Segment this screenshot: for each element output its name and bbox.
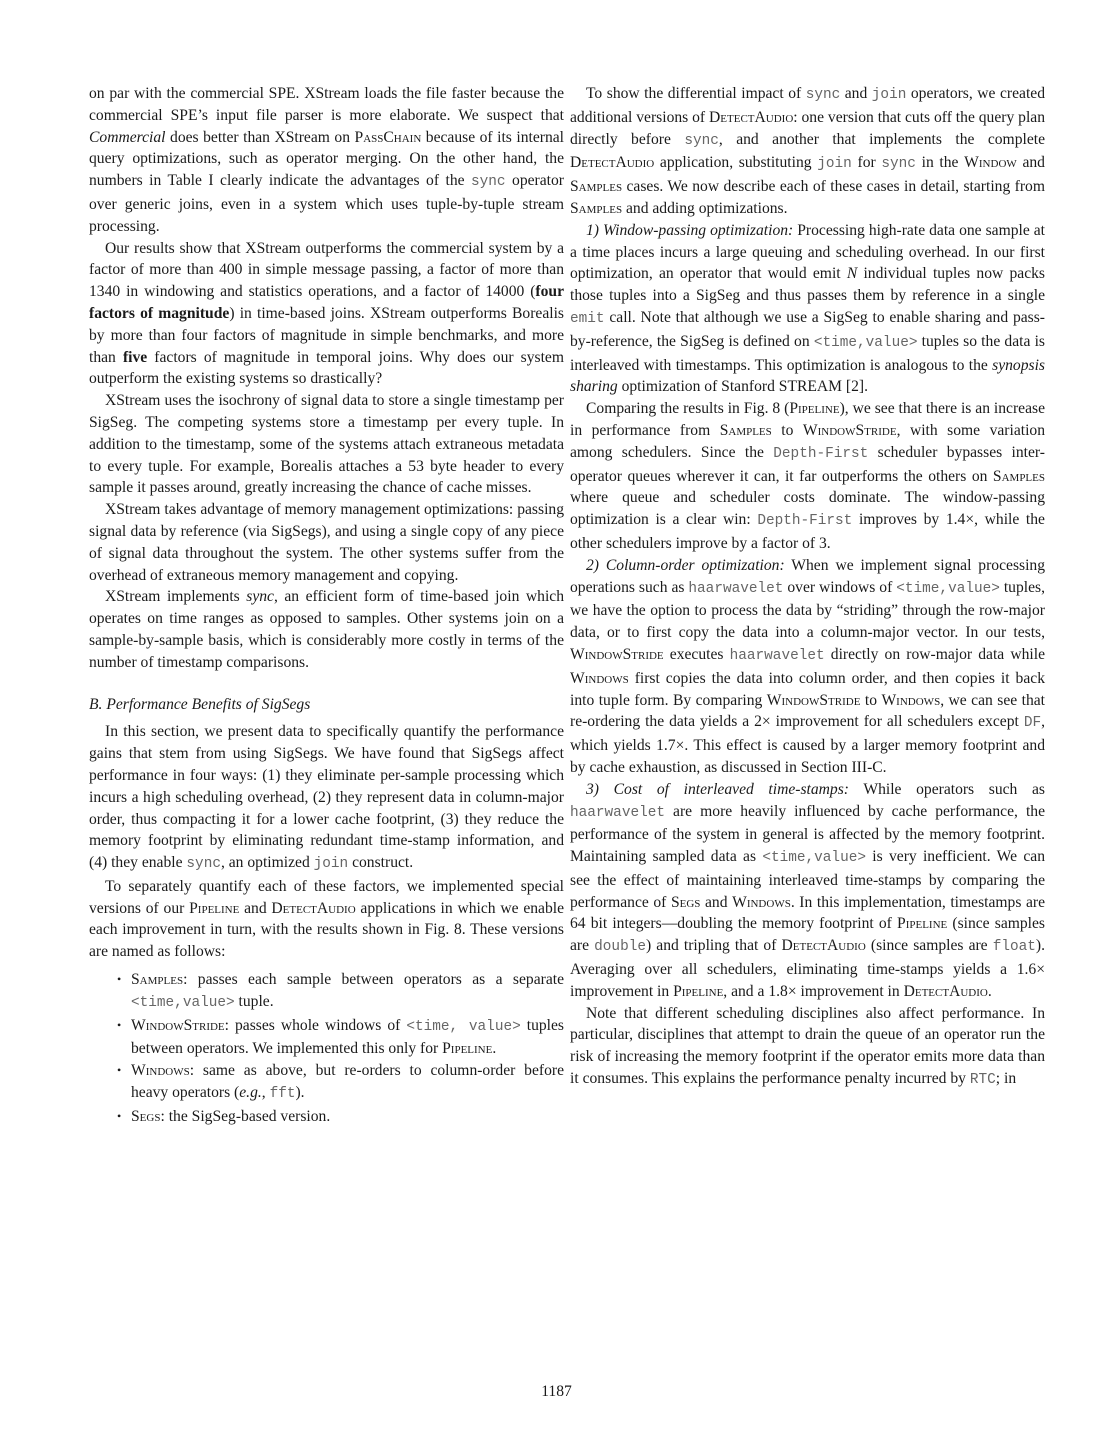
list-item: • Samples: passes each sample between operators as a separate <time,value> tuple. [121, 969, 564, 1015]
paragraph: Comparing the results in Fig. 8 (Pipeline), we see that there is an increase in performance from Samples to WindowStride, with some variation among schedulers. Since the Depth-First scheduler bypasses inter-operator queues wherever it can, it far outperforms the others on Samples where queue and scheduler costs dominate. The window-passing optimization is a clear win: Depth-First improves by 1.4×, while the other schedulers improve by a factor of 3. [570, 400, 1046, 552]
list-item: • WindowStride: passes whole windows of <time, value> tuples between operators. We implemented this only for Pipeline. [121, 1015, 564, 1061]
paragraph: XStream uses the isochrony of signal data to store a single timestamp per SigSeg. The competing systems store a timestamp per every tuple. In addition to the timestamp, some of the systems attach extraneous metadata to every tuple. For example, Borealis attaches a 53 byte header to every sample it passes around, greatly increasing the chance of cache misses. [89, 392, 564, 497]
paragraph: Note that different scheduling disciplines also affect performance. In particular, disciplines that attempt to drain the queue of an operator run the risk of increasing the memory footprint if the operator emits more data than it consumes. This explains the performance penalty incurred by RTC; in [570, 1004, 1045, 1089]
paragraph: 2) Column-order optimization: When we implement signal processing operations such as haarwavelet over windows of <time,value> tuples, we have the option to process the data by “striding” through the row-major data, or to first copy the data into a column-major vector. In our tests, WindowStride executes haarwavelet directly on row-major data while Windows first copies the data into column order, and then copies it back into tuple form. By comparing WindowStride to Windows, we can see that re-ordering the data yields a 2× improvement for all schedulers except DF, which yields 1.7×. This effect is caused by a larger memory footprint and by cache exhaustion, as discussed in Section III-C. [570, 556, 1046, 776]
paragraph: XStream implements sync, an efficient form of time-based join which operates on time ranges as opposed to samples. Other systems join on a sample-by-sample basis, which is considerably more costly in terms of the number of timestamp comparisons. [89, 588, 564, 671]
right-column [570, 83, 1045, 1092]
version-list [89, 969, 564, 1128]
paragraph: To separately quantify each of these factors, we implemented special versions of our Pipeline and DetectAudio applications in which we enable each improvement in turn, with the results shown in Fig. 8. These versions are named as follows: [89, 877, 565, 961]
paragraph: Our results show that XStream outperforms the commercial system by a factor of more than 400 in simple message passing, a factor of more than 1340 in windowing and statistics operations, and a factor of 14000 (four factors of magnitude) in time-based joins. XStream outperforms Borealis by more than four factors of magnitude in simple benchmarks, and more than five factors of magnitude in temporal joins. Why does our system outperform the existing systems so drastically? [89, 239, 565, 388]
subsection-heading: 3) Cost of interleaved time-stamps: [586, 780, 849, 798]
subsection-heading: 1) Window-passing optimization: [586, 221, 794, 239]
left-column [89, 83, 564, 1128]
list-item: • Segs: the SigSeg-based version. [121, 1106, 564, 1128]
paragraph: In this section, we present data to specifically quantify the performance gains that stem from using SigSegs. We have found that SigSegs affect performance in four ways: (1) they eliminate per-sample processing which incurs a high scheduling overhead, (2) they represent data in column-major order, thus compacting it for a lower cache footprint, (3) they reduce the memory footprint by eliminating redundant time-stamp information, and (4) they enable sync, an optimized join construct. [89, 723, 564, 873]
subsection-heading: 2) Column-order optimization: [586, 556, 785, 574]
paragraph: on par with the commercial SPE. XStream loads the file faster because the commercial SPE’s input file parser is more elaborate. We suspect that Commercial does better than XStream on PassChain because of its internal query optimizations, such as operator merging. On the other hand, the numbers in Table I clearly indicate the advantages of the sync operator over generic joins, even in a system which uses tuple-by-tuple stream processing. [89, 85, 564, 235]
paragraph: 1) Window-passing optimization: Processing high-rate data one sample at a time places incurs a large queuing and scheduling overhead. In our first optimization, an operator that would emit N individual tuples now packs those tuples into a SigSeg and thus passes them by reference in a single emit call. Note that although we use a SigSeg to enable sharing and pass-by-reference, the SigSeg is defined on <time,value> tuples so the data is interleaved with timestamps. This optimization is analogous to the synopsis sharing optimization of Stanford STREAM [2]. [570, 221, 1046, 396]
page-number: 1187 [541, 1383, 572, 1400]
paragraph: To show the differential impact of sync and join operators, we created additional versions of DetectAudio: one version that cuts off the query plan directly before sync, and another that implements the complete DetectAudio application, substituting join for sync in the Window and Samples cases. We now describe each of these cases in detail, starting from Samples and adding optimizations. [570, 85, 1046, 217]
paragraph: XStream takes advantage of memory management optimizations: passing signal data by reference (via SigSegs), and using a single copy of any piece of signal data throughout the system. The other systems suffer from the overhead of extraneous memory management and copying. [89, 501, 564, 584]
list-item: • Windows: same as above, but re-orders to column-order before heavy operators (e.g., fft). [121, 1060, 564, 1106]
section-heading: B. Performance Benefits of SigSegs [89, 695, 311, 713]
paragraph: 3) Cost of interleaved time-stamps: While operators such as haarwavelet are more heavily influenced by cache performance, the performance of the system in general is affected by the memory footprint. Maintaining sampled data as <time,value> is very inefficient. We can see the effect of maintaining interleaved time-stamps by comparing the performance of Segs and Windows. In this implementation, timestamps are 64 bit integers—doubling the memory footprint of Pipeline (since samples are double) and tripling that of DetectAudio (since samples are float). Averaging over all schedulers, eliminating time-stamps yields a 1.6× improvement in Pipeline, and a 1.8× improvement in DetectAudio. [570, 780, 1046, 1000]
